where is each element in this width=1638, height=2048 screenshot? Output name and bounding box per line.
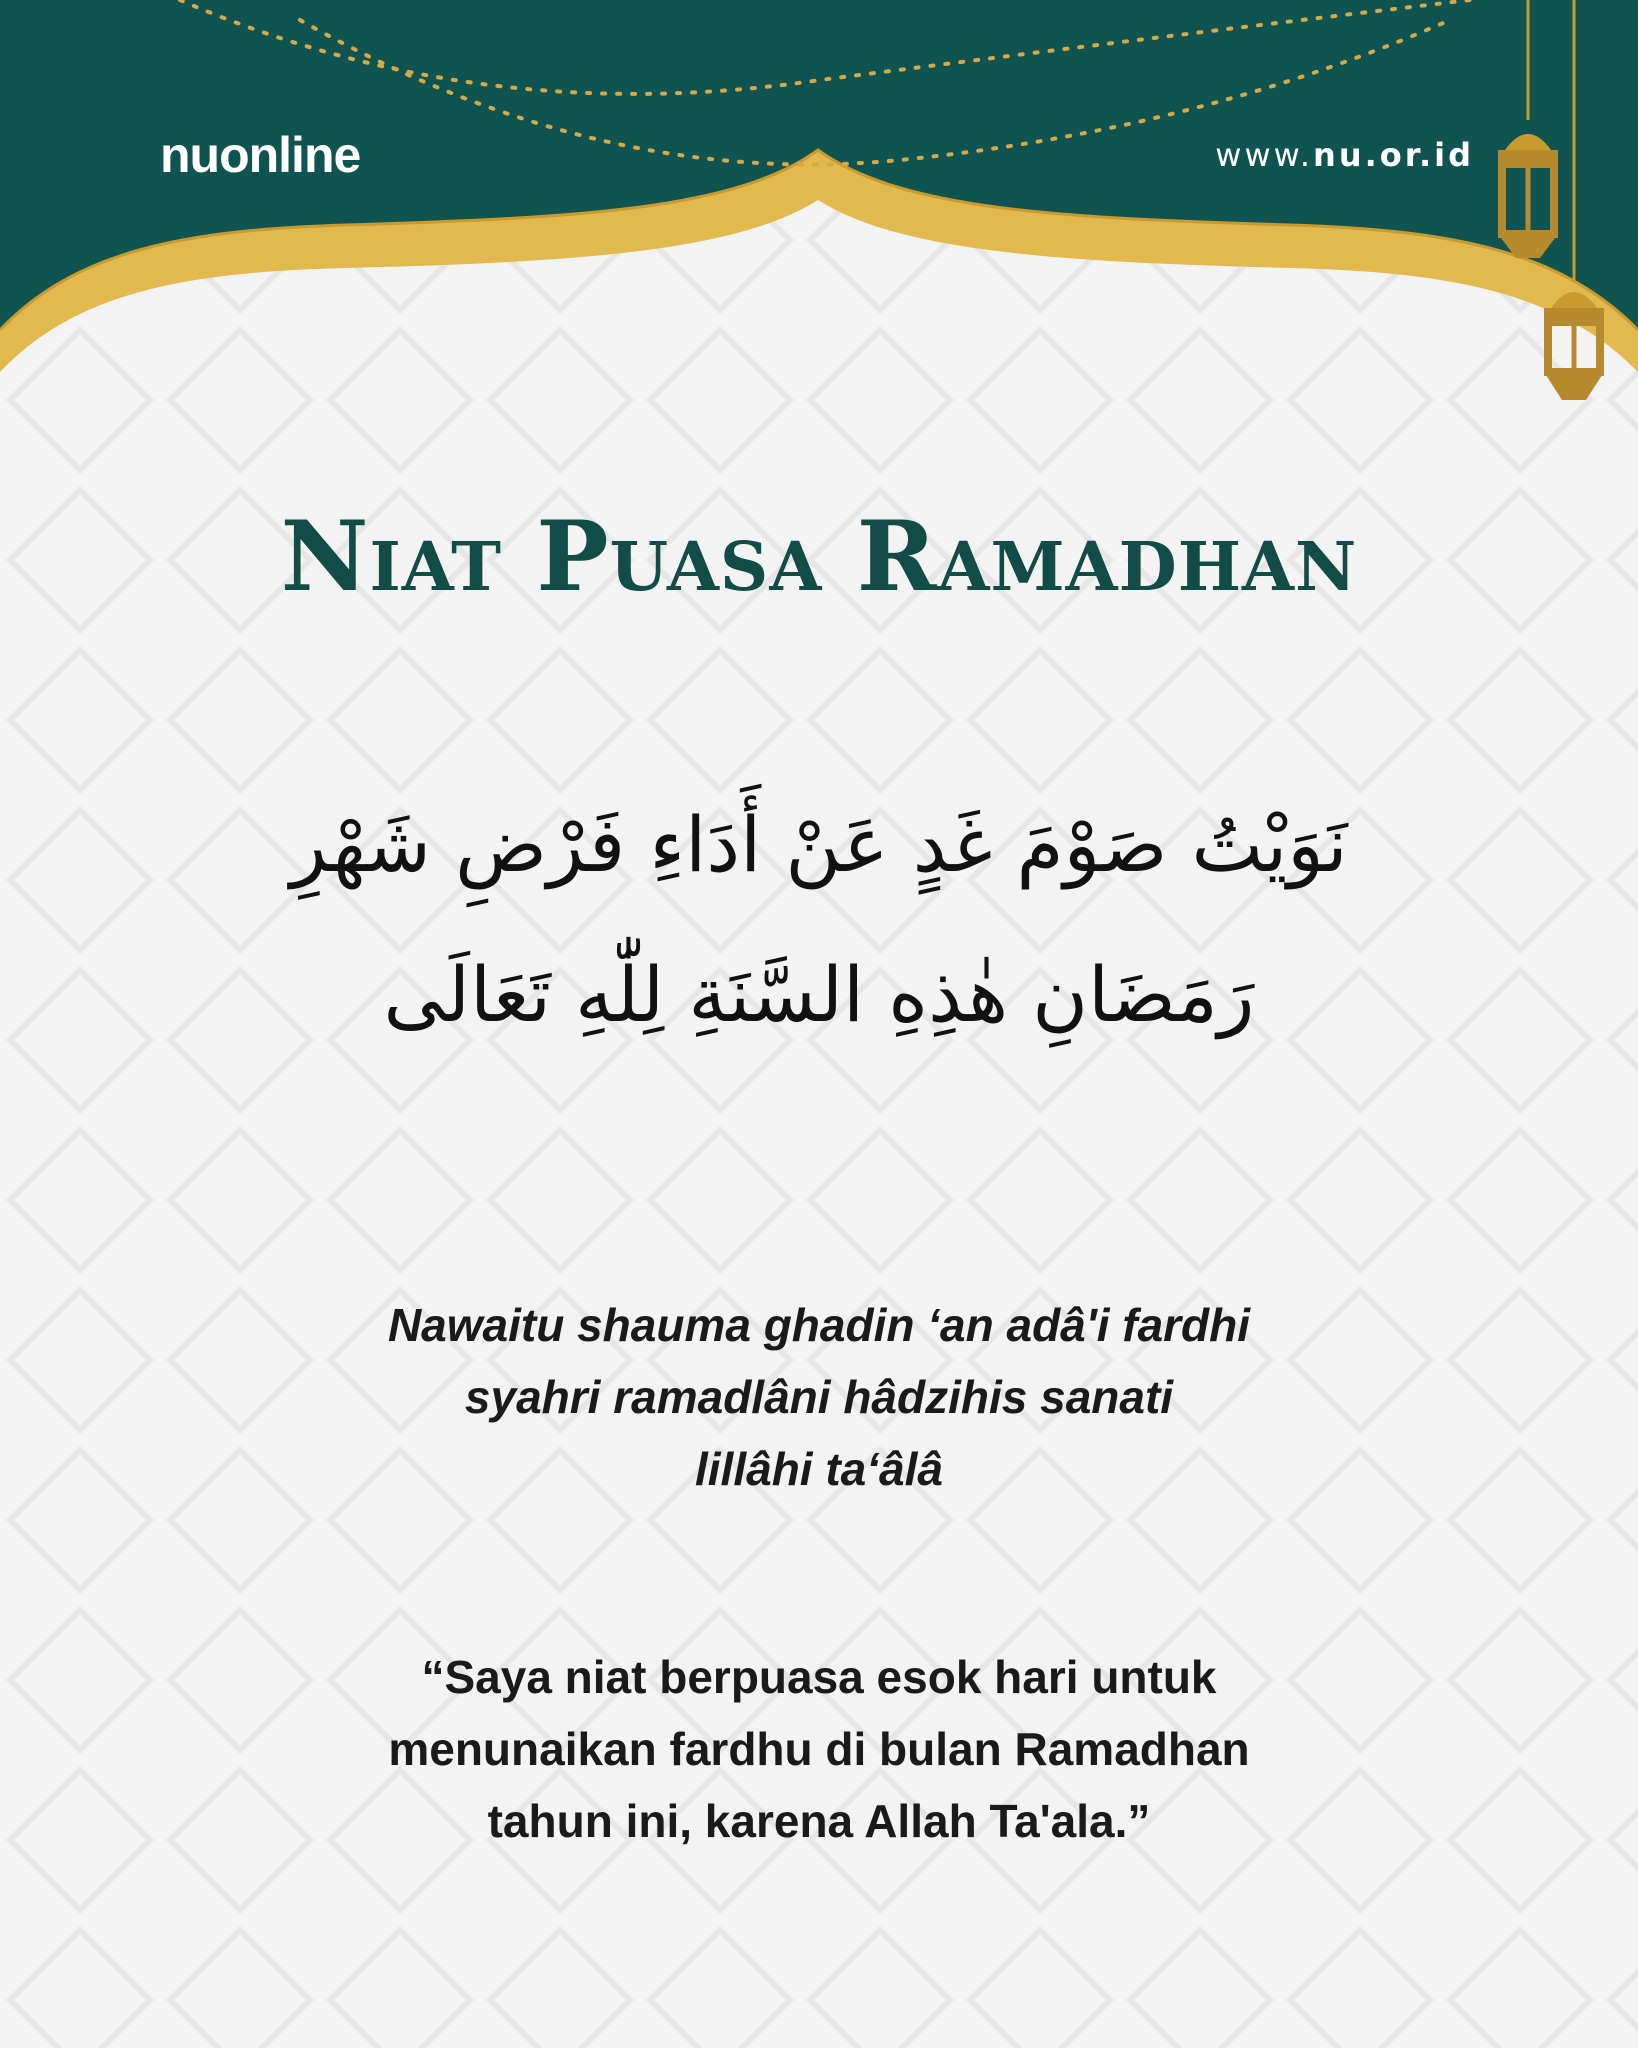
header-banner [0, 0, 1638, 420]
arabic-text-line: رَمَضَانِ هٰذِهِ السَّنَةِ لِلّٰهِ تَعَالَى [383, 950, 1255, 1039]
website-url: www.nu.or.id [1215, 136, 1474, 174]
transliteration-line: syahri ramadlâni hâdzihis sanati [464, 1371, 1174, 1423]
transliteration-line: Nawaitu shauma ghadin ‘an adâ'i fardhi [387, 1299, 1251, 1351]
translation-line: tahun ini, karena Allah Ta'ala.” [487, 1795, 1151, 1847]
arabic-text-line: نَوَيْتُ صَوْمَ غَدٍ عَنْ أَدَاءِ فَرْضِ شَهْرِ [290, 800, 1348, 889]
transliteration-line: lillâhi ta‘âlâ [695, 1443, 943, 1495]
translation-line: “Saya niat berpuasa esok hari untuk [421, 1651, 1217, 1703]
translation-line: menunaikan fardhu di bulan Ramadhan [388, 1723, 1250, 1775]
page-title: Niat Puasa Ramadhan [280, 500, 1358, 613]
nu-online-logo: nuonline [160, 127, 361, 183]
